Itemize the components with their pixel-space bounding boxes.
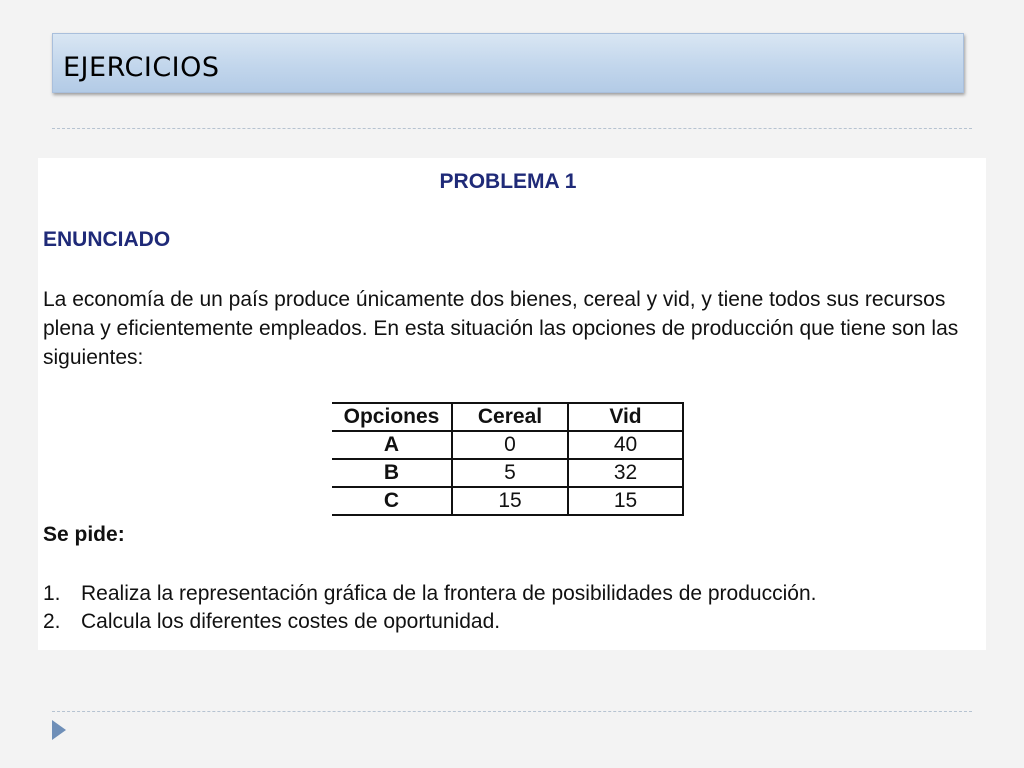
table-cell: 15	[452, 487, 568, 515]
table-cell: C	[332, 487, 452, 515]
table-cell: A	[332, 431, 452, 459]
problem-statement: La economía de un país produce únicamente dos bienes, cereal y vid, y tiene todos sus recursos plena y eficientemente empleados. En esta situación las opciones de producción que tiene son las siguientes:	[43, 288, 959, 369]
problem-panel	[38, 158, 986, 650]
problem-heading: PROBLEMA 1	[439, 170, 577, 193]
table-header-row	[332, 403, 683, 431]
table-cell: 5	[452, 459, 568, 487]
table-header: Vid	[568, 403, 683, 431]
table-cell: 15	[568, 487, 683, 515]
table-cell: 40	[568, 431, 683, 459]
table-row	[332, 459, 683, 487]
list-item-text: Calcula los diferentes costes de oportunidad.	[81, 610, 501, 633]
play-arrow-icon[interactable]	[52, 720, 66, 740]
list-item	[43, 608, 816, 636]
list-item-number: 1.	[43, 582, 61, 605]
table-header: Opciones	[332, 403, 452, 431]
table-header: Cereal	[452, 403, 568, 431]
slide-title-bar	[52, 33, 964, 93]
list-item	[43, 580, 816, 608]
table-row	[332, 487, 683, 515]
table-row	[332, 431, 683, 459]
list-item-text: Realiza la representación gráfica de la frontera de posibilidades de producción.	[81, 582, 817, 605]
bottom-divider	[52, 711, 972, 712]
slide-title: EJERCICIOS	[63, 52, 220, 83]
table-cell: 0	[452, 431, 568, 459]
table-cell: 32	[568, 459, 683, 487]
task-list	[43, 580, 816, 636]
table-cell: B	[332, 459, 452, 487]
list-item-number: 2.	[43, 610, 61, 633]
top-divider	[52, 128, 972, 129]
request-label: Se pide:	[43, 523, 125, 546]
production-table	[332, 402, 684, 516]
statement-label: ENUNCIADO	[43, 228, 171, 251]
